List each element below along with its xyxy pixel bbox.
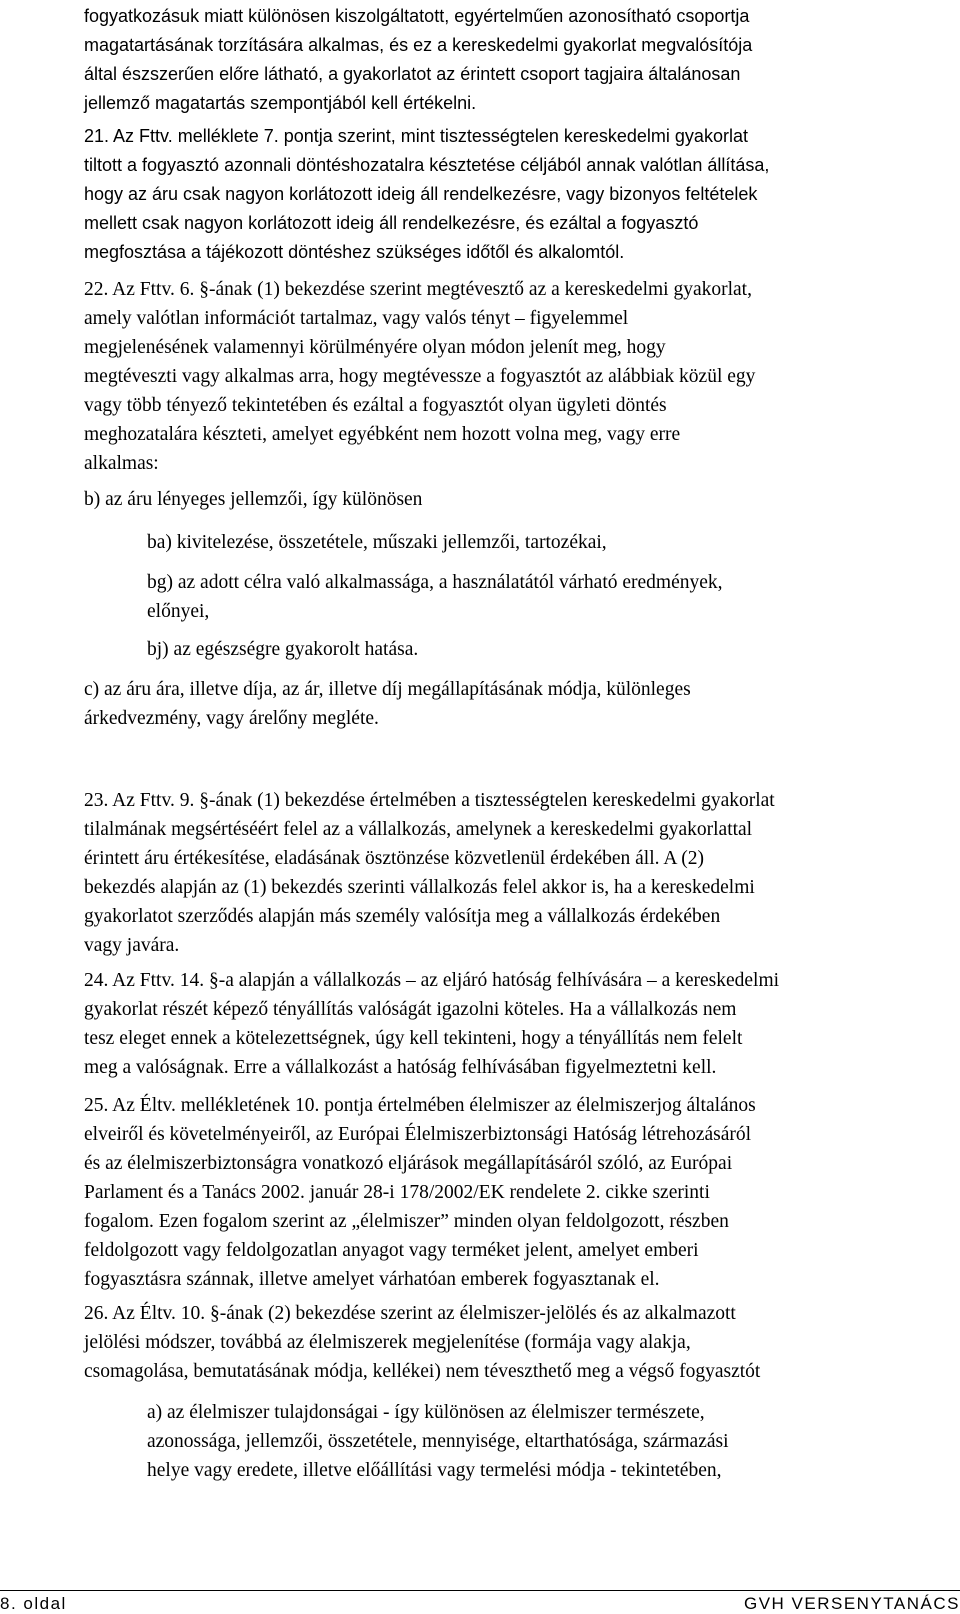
text-line: tesz eleget ennek a kötelezettségnek, úgy kell tekinteni, hogy a tényállítás nem felelt [84,1028,743,1049]
text-line: gyakorlat részét képező tényállítás valóságát igazolni köteles. Ha a vállalkozás nem [84,999,737,1020]
text-line: azonossága, jellemzői, összetétele, mennyisége, eltarthatósága, származási [147,1431,729,1452]
text-line: bg) az adott célra való alkalmassága, a használatától várható eredmények, [147,572,723,593]
text-line: tilalmának megsértéséért felel az a vállalkozás, amelynek a kereskedelmi gyakorlattal [84,819,753,840]
text-line: fogalom. Ezen fogalom szerint az „élelmiszer” minden olyan feldolgozott, részben [84,1211,729,1232]
text-line: 24. Az Fttv. 14. §-a alapján a vállalkozás – az eljáró hatóság felhívására – a kereskedelmi [84,970,780,991]
text-line: és az élelmiszerbiztonságra vonatkozó eljárások megállapításáról szóló, az Európai [84,1153,733,1174]
text-line: tiltott a fogyasztó azonnali döntéshozatalra késztetése céljából annak valótlan állítása, [84,155,770,175]
page-number: 8. oldal [0,1594,67,1613]
text-line: b) az áru lényeges jellemzői, így különösen [84,489,423,510]
text-line: mellett csak nagyon korlátozott ideig áll rendelkezésre, és ezáltal a fogyasztó [84,213,699,233]
list-item-bj [147,635,930,664]
footer-organization: GVH VERSENYTANÁCS [743,1594,960,1613]
text-line: amely valótlan információt tartalmaz, vagy valós tényt – figyelemmel [84,308,629,329]
text-line: alkalmas: [84,453,159,474]
text-line: előnyei, [147,601,210,622]
text-line: helye vagy eredete, illetve előállítási vagy termelési módja - tekintetében, [147,1460,722,1481]
text-line: 21. Az Fttv. melléklete 7. pontja szerint, mint tisztességtelen kereskedelmi gyakorlat [84,126,748,146]
list-item-b [84,485,930,514]
text-line: gyakorlatot szerződés alapján más személy valósítja meg a vállalkozás érdekében [84,906,721,927]
text-line: Parlament és a Tanács 2002. január 28-i 178/2002/EK rendelete 2. cikke szerinti [84,1182,710,1203]
list-item-a [147,1398,881,1485]
text-line: csomagolása, bemutatásának módja, kellékei) nem téveszthető meg a végső fogyasztót [84,1361,761,1382]
list-item-bg [147,568,930,626]
text-line: árkedvezmény, vagy árelőny megléte. [84,708,379,729]
paragraph-26 [84,1299,930,1386]
text-line: jelölési módszer, továbbá az élelmiszerek megjelenítése (formája vagy alakja, [84,1332,691,1353]
text-line: 26. Az Éltv. 10. §-ának (2) bekezdése szerint az élelmiszer-jelölés és az alkalmazott [84,1303,736,1324]
text-line: magatartásának torzítására alkalmas, és ez a kereskedelmi gyakorlat megvalósítója [84,35,753,55]
text-line: 25. Az Éltv. mellékletének 10. pontja értelmében élelmiszer az élelmiszerjog általános [84,1095,756,1116]
text-line: 22. Az Fttv. 6. §-ának (1) bekezdése szerint megtévesztő az a kereskedelmi gyakorlat, [84,279,752,300]
footer-rule [0,1590,960,1591]
text-line: meghozatalára készteti, amelyet egyébként nem hozott volna meg, vagy erre [84,424,681,445]
text-line: vagy több tényező tekintetében és ezáltal a fogyasztót olyan ügyleti döntés [84,395,667,416]
text-line: meg a valóságnak. Erre a vállalkozást a hatóság felhívásában figyelmeztetni kell. [84,1057,717,1078]
text-line: vagy javára. [84,935,180,956]
text-line: a) az élelmiszer tulajdonságai - így különösen az élelmiszer természete, [147,1402,705,1423]
text-line: által észszerűen előre látható, a gyakorlatot az érintett csoport tagjaira általánosan [84,64,741,84]
text-line: jellemző magatartás szempontjából kell értékelni. [84,93,477,113]
text-line: elveiről és követelményeiről, az Európai Élelmiszerbiztonsági Hatóság létrehozásáról [84,1124,752,1145]
text-line: feldolgozott vagy feldolgozatlan anyagot vagy terméket jelent, amelyet emberi [84,1240,699,1261]
paragraph-23 [84,786,930,960]
text-line: megjelenésének valamennyi körülményére olyan módon jelenít meg, hogy [84,337,666,358]
text-line: bj) az egészségre gyakorolt hatása. [147,639,419,660]
text-line: hogy az áru csak nagyon korlátozott ideig áll rendelkezésre, vagy bizonyos feltételek [84,184,758,204]
paragraph-25 [84,1091,930,1294]
paragraph-24 [84,966,930,1082]
paragraph-21 [84,122,930,267]
text-line: ba) kivitelezése, összetétele, műszaki jellemzői, tartozékai, [147,532,607,553]
list-item-ba [147,528,930,557]
text-line: bekezdés alapján az (1) bekezdés szerinti vállalkozás felel akkor is, ha a kereskedelmi [84,877,755,898]
text-line: 23. Az Fttv. 9. §-ának (1) bekezdése értelmében a tisztességtelen kereskedelmi gyakorlat [84,790,775,811]
list-item-c [84,675,930,733]
paragraph-intro [84,2,930,118]
paragraph-22 [84,275,930,478]
text-line: fogyatkozásuk miatt különösen kiszolgáltatott, egyértelműen azonosítható csoportja [84,6,750,26]
text-line: érintett áru értékesítése, eladásának ösztönzése közvetlenül érdekében áll. A (2) [84,848,704,869]
text-line: c) az áru ára, illetve díja, az ár, illetve díj megállapításának módja, különleges [84,679,691,700]
text-line: fogyasztásra szánnak, illetve amelyet várhatóan emberek fogyasztanak el. [84,1269,660,1290]
text-line: megfosztása a tájékozott döntéshez szükséges időtől és alkalomtól. [84,242,625,262]
text-line: megtéveszti vagy alkalmas arra, hogy megtévessze a fogyasztót az alábbiak közül egy [84,366,756,387]
